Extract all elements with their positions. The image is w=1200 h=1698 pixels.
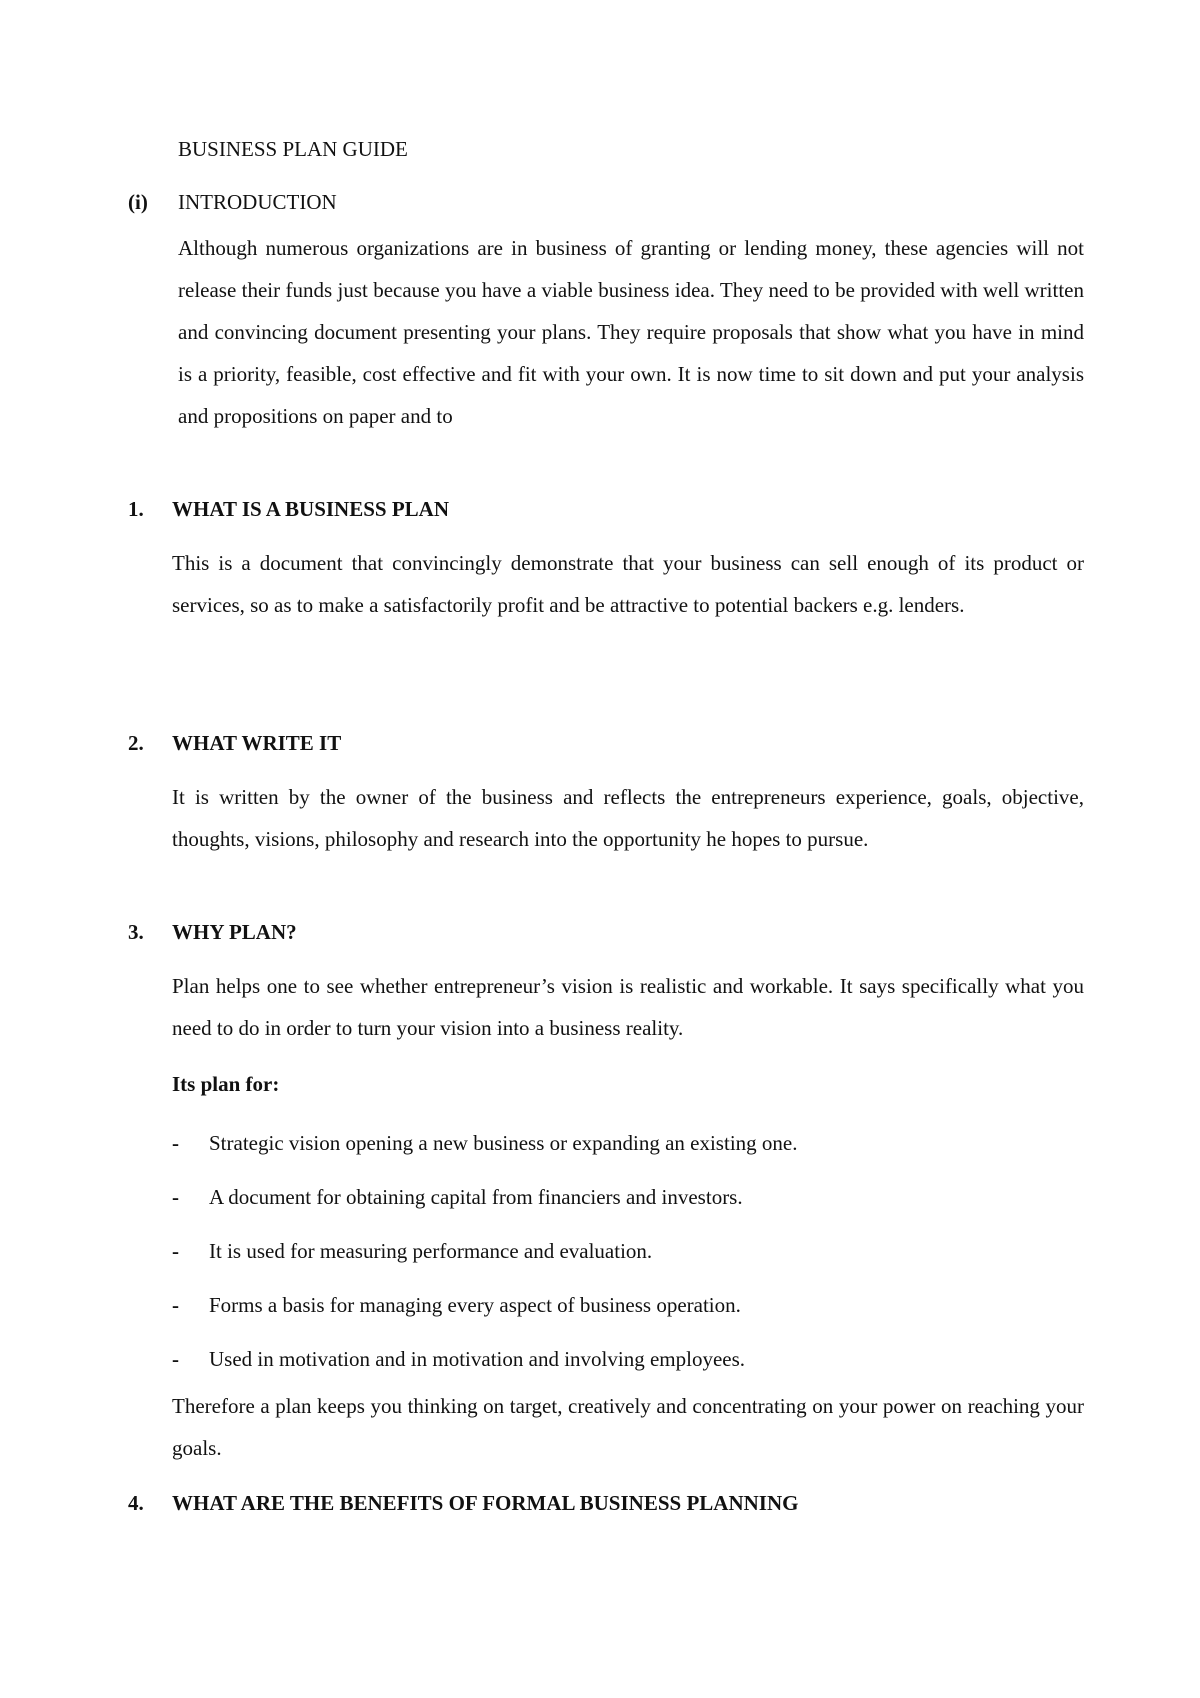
bullet-marker: - <box>172 1239 179 1263</box>
bullet-marker: - <box>172 1185 179 1209</box>
list-item-text: Forms a basis for managing every aspect of business operation. <box>209 1293 741 1317</box>
list-item <box>172 1116 797 1170</box>
plan-purpose-list <box>172 1116 797 1386</box>
section-1-paragraph: This is a document that convincingly demonstrate that your business can sell enough of its product or services, so as to make a satisfactorily profit and be attractive to potential backers e.g. lenders. <box>172 551 1084 617</box>
list-item <box>172 1170 797 1224</box>
section-number: 4. <box>128 1491 144 1515</box>
bullet-marker: - <box>172 1131 179 1155</box>
section-1-heading <box>128 497 449 522</box>
bullet-marker: - <box>172 1293 179 1317</box>
section-title: WHAT WRITE IT <box>172 731 342 755</box>
section-3-heading <box>128 920 297 945</box>
list-item-text: Used in motivation and in motivation and involving employees. <box>209 1347 746 1371</box>
list-item <box>172 1332 797 1386</box>
section-title: WHAT IS A BUSINESS PLAN <box>172 497 449 521</box>
list-item-text: A document for obtaining capital from financiers and investors. <box>209 1185 743 1209</box>
section-4-heading <box>128 1491 798 1516</box>
section-3-paragraph: Plan helps one to see whether entrepreneur’s vision is realistic and workable. It says specifically what you need to do in order to turn your vision into a business reality. <box>172 974 1084 1040</box>
section-number: 2. <box>128 731 144 755</box>
section-2-heading <box>128 731 341 756</box>
list-item <box>172 1224 797 1278</box>
section-number: 1. <box>128 497 144 521</box>
section-title: WHAT ARE THE BENEFITS OF FORMAL BUSINESS PLANNING <box>172 1491 799 1515</box>
list-item-text: Strategic vision opening a new business or expanding an existing one. <box>209 1131 798 1155</box>
bullet-marker: - <box>172 1347 179 1371</box>
section-3-subheading: Its plan for: <box>172 1072 280 1096</box>
intro-number: (i) <box>128 190 148 214</box>
list-item <box>172 1278 797 1332</box>
list-item-text: It is used for measuring performance and evaluation. <box>209 1239 653 1263</box>
document-title: BUSINESS PLAN GUIDE <box>178 137 408 161</box>
intro-heading: INTRODUCTION <box>178 190 337 214</box>
section-2-paragraph: It is written by the owner of the business and reflects the entrepreneurs experience, goals, objective, thoughts, visions, philosophy and research into the opportunity he hopes to pursue. <box>172 785 1084 851</box>
section-number: 3. <box>128 920 144 944</box>
section-3-closing-paragraph: Therefore a plan keeps you thinking on target, creatively and concentrating on your power on reaching your goals. <box>172 1394 1084 1460</box>
section-title: WHY PLAN? <box>172 920 297 944</box>
intro-paragraph: Although numerous organizations are in business of granting or lending money, these agencies will not release their funds just because you have a viable business idea. They need to be provided with well written and convincing document presenting your plans. They require proposals that show what you have in mind is a priority, feasible, cost effective and fit with your own. It is now time to sit down and put your analysis and propositions on paper and to <box>178 236 1084 428</box>
